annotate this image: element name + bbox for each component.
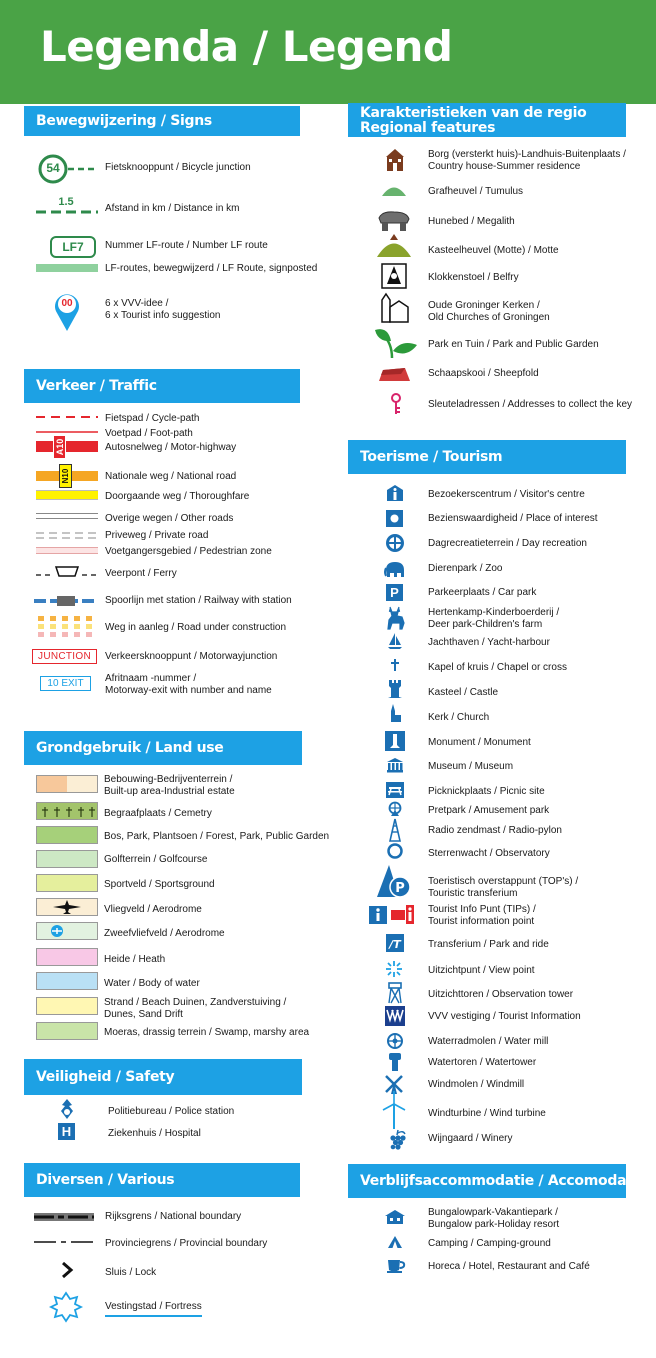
regional-heading-line1: Karakteristieken van de regio (360, 105, 587, 121)
legend-item: Picknickplaats / Picnic site (428, 786, 545, 797)
legend-item: Radio zendmast / Radio-pylon (428, 825, 562, 836)
legend-item: Weg in aanleg / Road under construction (105, 622, 287, 633)
legend-item: Camping / Camping-ground (428, 1238, 551, 1249)
page-title: Legenda / Legend (40, 22, 453, 71)
heath-swatch (36, 948, 98, 966)
castle-icon (387, 679, 403, 699)
legend-item: Heide / Heath (104, 954, 166, 965)
legend-item: Kasteel / Castle (428, 687, 499, 698)
legend-item: Voetpad / Foot-path (105, 428, 193, 439)
legend-item: Watertoren / Watertower (428, 1057, 537, 1068)
glider-field-swatch (36, 922, 98, 940)
sportsground-swatch (36, 874, 98, 892)
golfcourse-swatch (36, 850, 98, 868)
pedestrian-zone-line-icon (36, 547, 98, 554)
sheepfold-icon (377, 367, 411, 383)
country-house-icon (384, 148, 406, 172)
police-icon (58, 1098, 76, 1120)
megalith-icon (376, 210, 412, 232)
monument-icon (385, 731, 405, 751)
legend-item: Bungalowpark-Vakantiepark / Bungalow park-Holiday resort (428, 1207, 560, 1230)
junction-number: 54 (46, 161, 60, 175)
legend-item: Zweefvliefveld / Aerodrome (104, 928, 225, 939)
legend-item: Oude Groninger Kerken / Old Churches of Groningen (428, 300, 550, 323)
national-road-number: N10 (61, 468, 70, 484)
legend-item: Jachthaven / Yacht-harbour (428, 637, 550, 648)
legend-item: Afritnaam -nummer / Motorway-exit with number and name (105, 673, 272, 696)
signs-heading: Bewegwijzering / Signs (24, 106, 300, 136)
day-recreation-icon (385, 533, 405, 553)
water-swatch (36, 972, 98, 990)
legend-item: Parkeerplaats / Car park (428, 587, 537, 598)
amusement-park-icon (387, 801, 403, 817)
svg-text:P: P (395, 881, 405, 896)
legend-item: Pretpark / Amusement park (428, 805, 550, 816)
legend-item: Bebouwing-Bedrijventerrein / Built-up area-Industrial estate (104, 774, 235, 797)
legend-item: Schaapskooi / Sheepfold (428, 368, 539, 379)
legend-item: Sluis / Lock (105, 1267, 157, 1278)
legend-item: Kerk / Church (428, 712, 490, 723)
park-garden-icon (374, 327, 418, 359)
legend-item: Fietspad / Cycle-path (105, 413, 200, 424)
legend-item: 6 x VVV-idee / 6 x Tourist info suggestion (105, 298, 221, 321)
legend-item: VVV vestiging / Tourist Information (428, 1011, 581, 1022)
various-heading: Diversen / Various (24, 1163, 300, 1197)
provincial-boundary-line-icon (34, 1240, 94, 1244)
legend-item: Dagrecreatieterrein / Day recreation (428, 538, 587, 549)
regional-heading-line2: Regional features (360, 120, 496, 136)
church-icon (387, 703, 403, 723)
motte-icon (377, 232, 411, 258)
legend-item: Doorgaande weg / Thoroughfare (105, 491, 250, 502)
legend-item: Bezoekerscentrum / Visitor's centre (428, 489, 585, 500)
aerodrome-swatch (36, 898, 98, 916)
horeca-cup-icon (386, 1258, 406, 1274)
fortress-icon (50, 1291, 82, 1323)
place-of-interest-icon (386, 510, 403, 527)
other-roads-line-icon (36, 513, 98, 519)
legend-item: Provinciegrens / Provincial boundary (105, 1238, 268, 1249)
lock-icon (60, 1261, 74, 1279)
legend-item: LF-routes, bewegwijzerd / LF Route, signposted (105, 263, 318, 274)
tourist-transferium-icon (375, 863, 415, 899)
svg-text:/T: /T (389, 938, 401, 951)
lf-route-line-icon (36, 264, 98, 272)
legend-item: Kasteelheuvel (Motte) / Motte (428, 245, 559, 256)
camping-tent-icon (387, 1235, 403, 1249)
legend-item: Afstand in km / Distance in km (105, 203, 240, 214)
tourist-info-point-icon (369, 905, 415, 925)
tourism-heading: Toerisme / Tourism (348, 440, 626, 474)
lf-route-badge: LF7 (50, 236, 96, 258)
old-church-icon (381, 293, 409, 323)
legend-item: Politiebureau / Police station (108, 1106, 235, 1117)
legend-item: Vestingstad / Fortress (105, 1301, 202, 1312)
legend-item: Moeras, drassig terrein / Swamp, marshy area (104, 1027, 310, 1038)
beach-swatch (36, 997, 98, 1015)
zoo-elephant-icon (384, 560, 406, 578)
hospital-icon: H (58, 1123, 75, 1140)
legend-item: Vliegveld / Aerodrome (104, 904, 202, 915)
legend-item: Transferium / Park and ride (428, 939, 549, 950)
ferry-icon (36, 563, 100, 579)
legend-item: Autosnelweg / Motor-highway (105, 442, 237, 453)
accommodation-heading: Verblijfsaccommodatie / Accomodation (348, 1164, 626, 1198)
legend-item: Toeristisch overstappunt (TOP's) / Touristic transferium (428, 876, 579, 899)
cemetery-swatch (36, 802, 98, 820)
key-icon (390, 393, 402, 415)
traffic-heading: Verkeer / Traffic (24, 369, 300, 403)
legend-item: Begraafplaats / Cemetry (104, 808, 212, 819)
legend-item: Sportveld / Sportsground (104, 879, 215, 890)
legend-item: Borg (versterkt huis)-Landhuis-Buitenplaats / Country house-Summer residence (428, 149, 626, 172)
belfry-icon (381, 263, 407, 289)
legend-item: Overige wegen / Other roads (105, 513, 234, 524)
legend-item: Sleuteladressen / Addresses to collect the key (428, 399, 633, 410)
built-up-area-swatch (36, 775, 98, 793)
legend-item: Bezienswaardigheid / Place of interest (428, 513, 598, 524)
regional-heading (348, 103, 626, 137)
legend-item: Nummer LF-route / Number LF route (105, 240, 268, 251)
legend-item: Horeca / Hotel, Restaurant and Café (428, 1261, 590, 1272)
bungalow-park-icon (384, 1209, 406, 1225)
wind-turbine-icon (382, 1090, 406, 1130)
legend-item: Sterrenwacht / Observatory (428, 848, 550, 859)
legend-item: Nationale weg / National road (105, 471, 237, 482)
legend-item: Museum / Museum (428, 761, 514, 772)
picnic-site-icon (386, 782, 404, 798)
deer-park-icon (384, 606, 406, 630)
legend-item: Water / Body of water (104, 978, 200, 989)
legend-item: Priveweg / Private road (105, 530, 209, 541)
motorway-line-icon (36, 441, 98, 452)
legend-item: Verkeersknooppunt / Motorwayjunction (105, 651, 278, 662)
landuse-heading: Grondgebruik / Land use (24, 731, 302, 765)
view-point-icon (385, 960, 403, 978)
water-mill-icon (386, 1032, 404, 1050)
legend-item: Uitzichtpunt / View point (428, 965, 535, 976)
legend-item: Fietsknooppunt / Bicycle junction (105, 162, 251, 173)
legend-item: Waterradmolen / Water mill (428, 1036, 549, 1047)
legend-item: Voetgangersgebied / Pedestrian zone (105, 546, 272, 557)
observatory-icon (387, 843, 403, 859)
legend-item: Windturbine / Wind turbine (428, 1108, 546, 1119)
legend-item: Veerpont / Ferry (105, 568, 177, 579)
forest-swatch (36, 826, 98, 844)
legend-item: Kapel of kruis / Chapel or cross (428, 662, 567, 673)
legend-item: Klokkenstoel / Belfry (428, 272, 519, 283)
cycle-path-line-icon (36, 414, 100, 420)
legend-item: Grafheuvel / Tumulus (428, 186, 524, 197)
vvv-office-icon (385, 1006, 405, 1026)
exit-label-badge: 10 EXIT (40, 676, 91, 691)
motorway-number: A10 (55, 438, 65, 456)
legend-header-bar (0, 0, 656, 104)
legend-item: Uitzichttoren / Observation tower (428, 989, 574, 1000)
yacht-harbour-icon (387, 632, 403, 650)
legend-item: Dierenpark / Zoo (428, 563, 503, 574)
water-tower-icon (388, 1052, 402, 1072)
road-construction-icon (36, 616, 100, 638)
tumulus-icon (381, 183, 407, 197)
swamp-swatch (36, 1022, 98, 1040)
legend-item: Rijksgrens / National boundary (105, 1211, 242, 1222)
thoroughfare-line-icon (36, 490, 98, 500)
private-road-line-icon (36, 532, 100, 539)
legend-item: Golfterrein / Golfcourse (104, 854, 208, 865)
legend-item: Windmolen / Windmill (428, 1079, 525, 1090)
legend-item: Tourist Info Punt (TIPs) / Tourist information point (428, 904, 536, 927)
museum-icon (386, 757, 404, 773)
legend-item: Hunebed / Megalith (428, 216, 515, 227)
legend-item: Wijngaard / Winery (428, 1133, 513, 1144)
radio-pylon-icon (388, 818, 402, 842)
safety-heading: Veiligheid / Safety (24, 1059, 302, 1095)
legend-item: Monument / Monument (428, 737, 531, 748)
railway-station-icon (34, 595, 100, 607)
legend-item: Strand / Beach Duinen, Zandverstuiving / Dunes, Sand Drift (104, 997, 287, 1020)
transferium-icon (386, 934, 404, 952)
vvv-idea-pin-icon (53, 289, 81, 333)
chapel-cross-icon (390, 658, 400, 672)
national-boundary-line-icon (34, 1212, 94, 1222)
distance-number: 1.5 (58, 196, 74, 208)
car-park-icon: P (386, 584, 403, 601)
winery-grapes-icon (386, 1129, 406, 1153)
visitors-centre-icon (386, 484, 404, 502)
foot-path-line-icon (36, 430, 100, 434)
junction-label-badge: JUNCTION (32, 649, 97, 664)
legend-item: Spoorlijn met station / Railway with station (105, 595, 292, 606)
fortress-underline (105, 1315, 202, 1317)
legend-item: Ziekenhuis / Hospital (108, 1128, 201, 1139)
legend-item: Hertenkamp-Kinderboerderij / Deer park-Children's farm (428, 607, 560, 630)
legend-item: Bos, Park, Plantsoen / Forest, Park, Public Garden (104, 831, 330, 842)
vvv-idea-number: 00 (61, 298, 73, 309)
legend-item: Park en Tuin / Park and Public Garden (428, 339, 599, 350)
distance-line-icon (36, 209, 100, 215)
observation-tower-icon (387, 982, 403, 1004)
